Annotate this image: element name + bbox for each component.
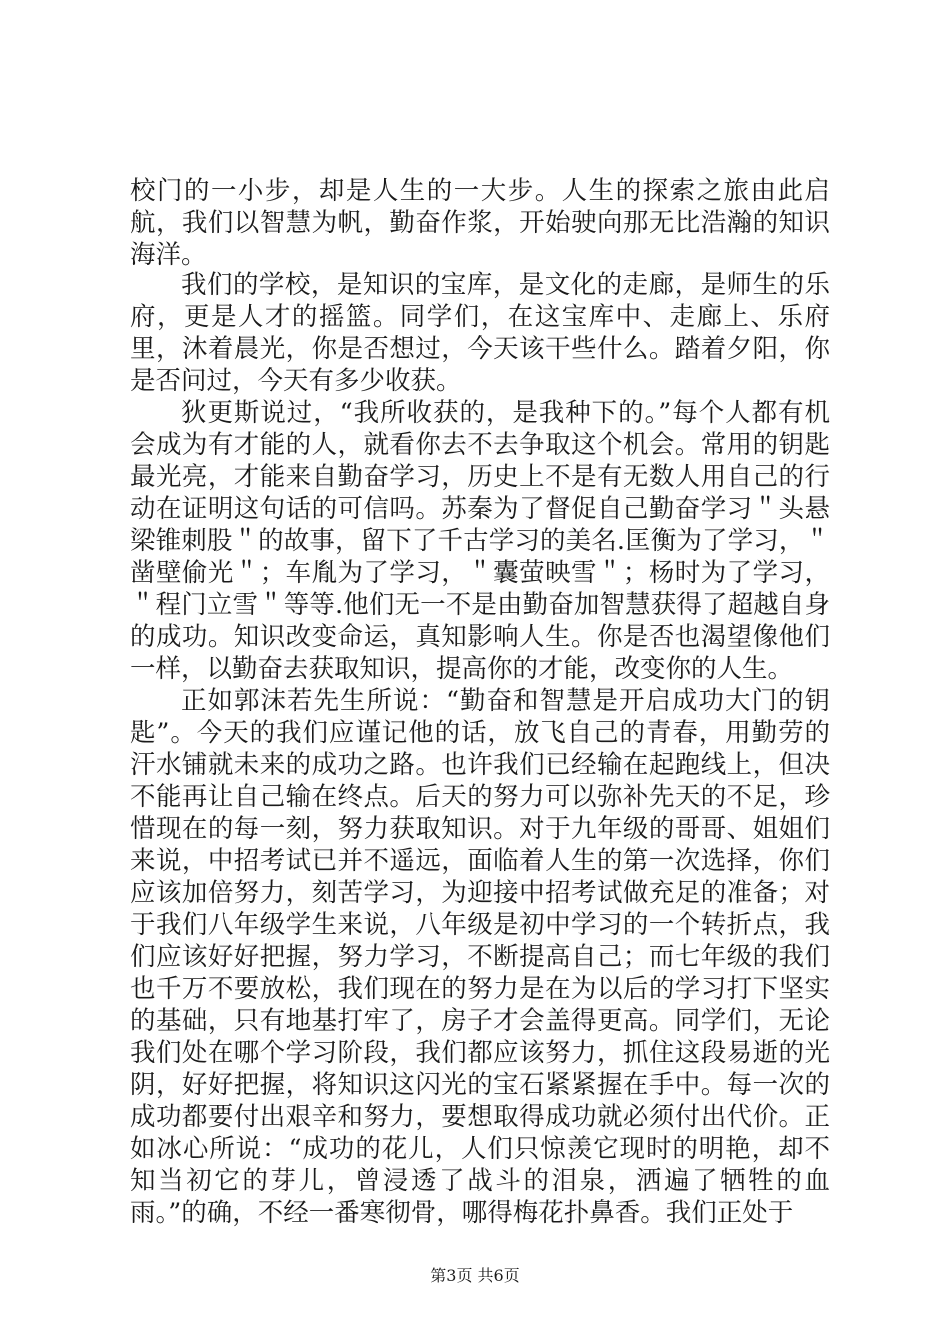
paragraph-dickens: 狄更斯说过，“我所收获的，是我种下的。”每个人都有机会成为有才能的人，就看你去不去争取这个机会。常用的钥匙最光亮，才能来自勤奋学习，历史上不是有无数人用自己的行动在证明这句话的可信吗。苏秦为了督促自己勤奋学习＂头悬梁锥刺股＂的故事，留下了千古学习的美名.匡衡为了学习，＂凿壁偷光＂；车胤为了学习，＂囊萤映雪＂；杨时为了学习，＂程门立雪＂等等.他们无一不是由勤奋加智慧获得了超越自身的成功。知识改变命运，真知影响人生。你是否也渴望像他们一样，以勤奋去获取知识，提高你的才能，改变你的人生。 [130,398,830,684]
intro-text-block [130,175,830,271]
body-text-block [130,269,830,1229]
page-number-indicator: 第3页 共6页 [430,1266,520,1285]
paragraph-guo-moruo: 正如郭沫若先生所说：“勤奋和智慧是开启成功大门的钥匙”。今天的我们应谨记他的话，放飞自己的青春，用勤劳的汗水铺就未来的成功之路。也许我们已经输在起跑线上，但决不能再让自己输在终点。后天的努力可以弥补先天的不足，珍惜现在的每一刻，努力获取知识。对于九年级的哥哥、姐姐们来说，中招考试已并不遥远，面临着人生的第一次选择，你们应该加倍努力，刻苦学习，为迎接中招考试做充足的准备；对于我们八年级学生来说，八年级是初中学习的一个转折点，我们应该好好把握，努力学习，不断提高自己；而七年级的我们也千万不要放松，我们现在的努力是在为以后的学习打下坚实的基础，只有地基打牢了，房子才会盖得更高。同学们，无论我们处在哪个学习阶段，我们都应该努力，抓住这段易逝的光阴，好好把握，将知识这闪光的宝石紧紧握在手中。每一次的成功都要付出艰辛和努力，要想取得成功就必须付出代价。正如冰心所说：“成功的花儿，人们只惊羡它现时的明艳，却不知当初它的芽儿，曾浸透了战斗的泪泉，洒遍了牺牲的血雨。”的确，不经一番寒彻骨，哪得梅花扑鼻香。我们正处于 [130,686,830,1228]
intro-paragraph: 校门的一小步，却是人生的一大步。人生的探索之旅由此启航，我们以智慧为帆，勤奋作浆，开始驶向那无比浩瀚的知识海洋。 [130,176,830,270]
paragraph-school: 我们的学校，是知识的宝库，是文化的走廊，是师生的乐府，更是人才的摇篮。同学们，在这宝库中、走廊上、乐府里，沐着晨光，你是否想过，今天该干些什么。踏着夕阳，你是否问过，今天有多少收获。 [130,270,830,396]
page-footer [0,1266,950,1286]
